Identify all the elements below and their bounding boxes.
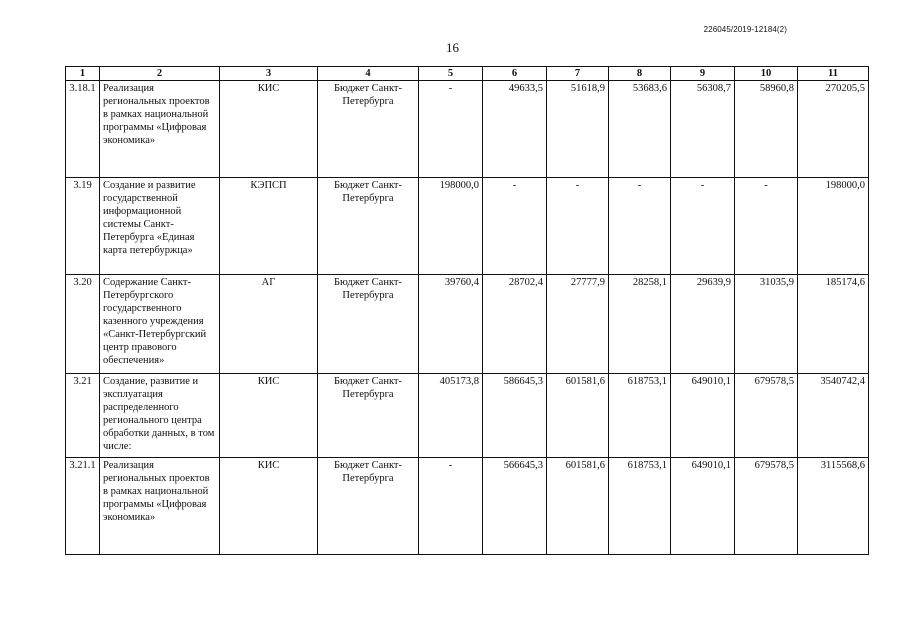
value-cell: 27777,9 [547, 275, 609, 374]
value-cell: 586645,3 [483, 374, 547, 458]
item-number: 3.21.1 [66, 458, 100, 555]
item-funding-source: Бюджет Санкт-Петербурга [318, 275, 419, 374]
value-cell: 29639,9 [671, 275, 735, 374]
value-cell: 679578,5 [735, 458, 798, 555]
item-name: Реализация региональных проектов в рамках национальной программы «Цифровая экономика» [100, 458, 220, 555]
column-header: 2 [100, 67, 220, 81]
item-name: Создание, развитие и эксплуатация распределенного регионального центра обработки данных, в том числе: [100, 374, 220, 458]
total-cell: 185174,6 [798, 275, 869, 374]
item-executor: АГ [220, 275, 318, 374]
value-cell: - [419, 81, 483, 178]
total-cell: 270205,5 [798, 81, 869, 178]
value-cell: 39760,4 [419, 275, 483, 374]
value-cell: 51618,9 [547, 81, 609, 178]
value-cell: - [483, 178, 547, 275]
value-cell: - [547, 178, 609, 275]
value-cell: 28258,1 [609, 275, 671, 374]
value-cell: 49633,5 [483, 81, 547, 178]
value-cell: - [735, 178, 798, 275]
item-executor: КИС [220, 374, 318, 458]
item-number: 3.21 [66, 374, 100, 458]
column-header: 7 [547, 67, 609, 81]
column-header: 8 [609, 67, 671, 81]
item-number: 3.18.1 [66, 81, 100, 178]
table-row [66, 275, 869, 374]
column-header: 9 [671, 67, 735, 81]
value-cell: 405173,8 [419, 374, 483, 458]
value-cell: 679578,5 [735, 374, 798, 458]
item-funding-source: Бюджет Санкт-Петербурга [318, 178, 419, 275]
item-number: 3.20 [66, 275, 100, 374]
table-row [66, 81, 869, 178]
value-cell: 601581,6 [547, 374, 609, 458]
item-funding-source: Бюджет Санкт-Петербурга [318, 81, 419, 178]
table-row [66, 458, 869, 555]
value-cell: 618753,1 [609, 458, 671, 555]
page-number: 16 [446, 40, 459, 55]
value-cell: 649010,1 [671, 374, 735, 458]
item-funding-source: Бюджет Санкт-Петербурга [318, 458, 419, 555]
column-header: 5 [419, 67, 483, 81]
value-cell: 56308,7 [671, 81, 735, 178]
item-executor: КЭПСП [220, 178, 318, 275]
value-cell: 28702,4 [483, 275, 547, 374]
table-row [66, 374, 869, 458]
item-name: Создание и развитие государственной информационной системы Санкт-Петербурга «Единая карта петербуржца» [100, 178, 220, 275]
value-cell: - [419, 458, 483, 555]
value-cell: - [671, 178, 735, 275]
value-cell: - [609, 178, 671, 275]
column-header: 11 [798, 67, 869, 81]
column-header: 4 [318, 67, 419, 81]
program-table [65, 66, 869, 555]
value-cell: 649010,1 [671, 458, 735, 555]
column-header: 6 [483, 67, 547, 81]
item-funding-source: Бюджет Санкт-Петербурга [318, 374, 419, 458]
column-header: 1 [66, 67, 100, 81]
document-id: 226045/2019-12184(2) [703, 25, 787, 34]
column-header: 10 [735, 67, 798, 81]
header-row [66, 67, 869, 81]
table-row [66, 178, 869, 275]
value-cell: 53683,6 [609, 81, 671, 178]
item-name: Реализация региональных проектов в рамках национальной программы «Цифровая экономика» [100, 81, 220, 178]
item-executor: КИС [220, 458, 318, 555]
value-cell: 601581,6 [547, 458, 609, 555]
value-cell: 31035,9 [735, 275, 798, 374]
item-name: Содержание Санкт-Петербургского государственного казенного учреждения «Санкт-Петербургский центр правового обеспечения» [100, 275, 220, 374]
column-header: 3 [220, 67, 318, 81]
total-cell: 198000,0 [798, 178, 869, 275]
item-executor: КИС [220, 81, 318, 178]
total-cell: 3115568,6 [798, 458, 869, 555]
value-cell: 566645,3 [483, 458, 547, 555]
total-cell: 3540742,4 [798, 374, 869, 458]
value-cell: 58960,8 [735, 81, 798, 178]
value-cell: 198000,0 [419, 178, 483, 275]
value-cell: 618753,1 [609, 374, 671, 458]
item-number: 3.19 [66, 178, 100, 275]
